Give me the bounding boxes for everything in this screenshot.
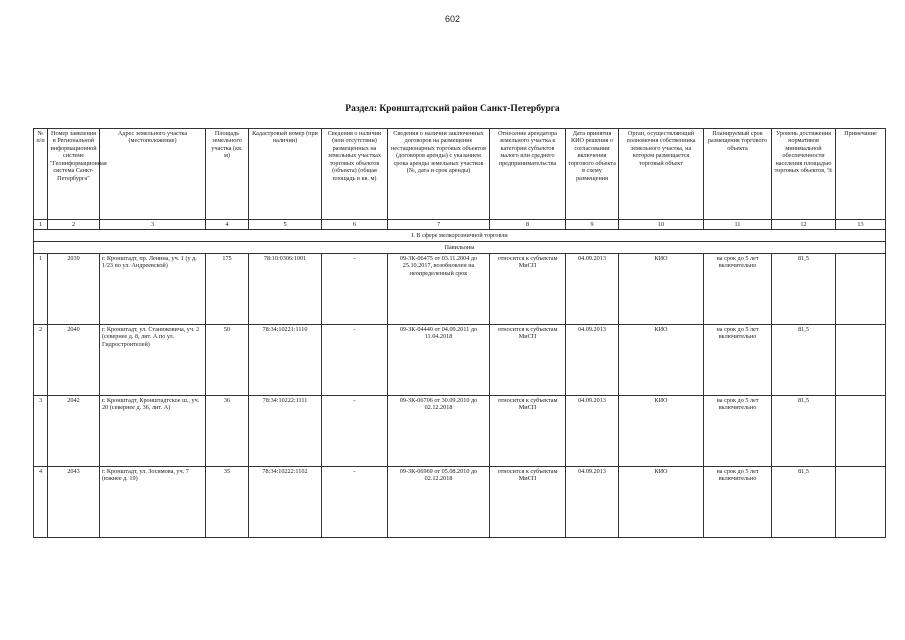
section-title: Раздел: Кронштадтский район Санкт-Петербурга xyxy=(345,104,560,114)
note-cell xyxy=(836,325,886,396)
norm-level: 81,5 xyxy=(772,254,836,325)
objects-info: - xyxy=(322,396,388,467)
authority-cell: КИО xyxy=(619,467,704,538)
planned-term: на срок до 5 лет включительно xyxy=(704,467,772,538)
table-row xyxy=(34,467,886,538)
header-cell: Сведения о наличии заключенных договоров на размещение нестационарных торговых объектов (договоров аренды) с указанием срока аренды земельных участков (№, дата и срок аренды) xyxy=(388,129,490,220)
cadastral-number: 78:34:10222:1102 xyxy=(249,467,322,538)
table-row xyxy=(34,254,886,325)
objects-info: - xyxy=(322,325,388,396)
column-number: 9 xyxy=(566,220,619,230)
planned-term: на срок до 5 лет включительно xyxy=(704,396,772,467)
header-row xyxy=(34,129,886,220)
application-number: 2039 xyxy=(48,254,100,325)
application-number: 2042 xyxy=(48,396,100,467)
planned-term: на срок до 5 лет включительно xyxy=(704,325,772,396)
table-row xyxy=(34,325,886,396)
header-cell: Уровень достижения нормативов минимальной обеспеченности населения площадью торговых объектов, % xyxy=(772,129,836,220)
row-number: 1 xyxy=(34,254,48,325)
column-number: 1 xyxy=(34,220,48,230)
header-cell: Дата принятия КИО решения о согласовании включения торгового объекта в схему размещения xyxy=(566,129,619,220)
header-cell: Кадастровый номер (при наличии) xyxy=(249,129,322,220)
registry-table xyxy=(33,128,886,538)
sme-category: относится к субъектам МиСП xyxy=(490,254,566,325)
objects-info: - xyxy=(322,254,388,325)
column-number: 13 xyxy=(836,220,886,230)
sme-category: относится к субъектам МиСП xyxy=(490,396,566,467)
approval-date: 04.09.2013 xyxy=(566,325,619,396)
header-cell: Сведения о наличии (или отсутствии) размещенных на земельных участках торговых объектов (объекта) (общая площадь в кв. м) xyxy=(322,129,388,220)
note-cell xyxy=(836,467,886,538)
cadastral-number: 78:34:10222:1111 xyxy=(249,396,322,467)
column-number: 12 xyxy=(772,220,836,230)
header-cell: Планируемый срок размещения торгового объекта xyxy=(704,129,772,220)
norm-level: 81,5 xyxy=(772,396,836,467)
group-row xyxy=(34,230,886,242)
address-cell: г. Кронштадт, ул. Станюковича, уч. 2 (севернее д. 8, лит. А по ул. Гидростроителей) xyxy=(100,325,206,396)
authority-cell: КИО xyxy=(619,396,704,467)
column-number: 11 xyxy=(704,220,772,230)
column-number: 3 xyxy=(100,220,206,230)
contract-info: 09-ЗК-04440 от 04.09.2011 до 11.04.2018 xyxy=(388,325,490,396)
header-cell: Орган, осуществляющий полномочия собственника земельного участка, на котором размещается торговый объект xyxy=(619,129,704,220)
contract-info: 09-ЗК-06969 от 05.08.2010 до 02.12.2018 xyxy=(388,467,490,538)
column-number: 8 xyxy=(490,220,566,230)
subgroup-title: Павильоны xyxy=(34,242,886,254)
column-number: 5 xyxy=(249,220,322,230)
approval-date: 04.09.2013 xyxy=(566,396,619,467)
column-number: 10 xyxy=(619,220,704,230)
contract-info: 09-ЗК-06706 от 30.09.2010 до 02.12.2018 xyxy=(388,396,490,467)
approval-date: 04.09.2013 xyxy=(566,254,619,325)
area-cell: 175 xyxy=(206,254,249,325)
objects-info: - xyxy=(322,467,388,538)
authority-cell: КИО xyxy=(619,325,704,396)
group-title: I. В сфере мелкорозничной торговли xyxy=(34,230,886,242)
header-cell: Отнесение арендатора земельного участка к категории субъектов малого или среднего предпринимательства xyxy=(490,129,566,220)
address-cell: г. Кронштадт, ул. Зосимова, уч. 7 (южнее д. 19) xyxy=(100,467,206,538)
address-cell: г. Кронштадт, пр. Ленина, уч. 1 (у д. 1/23 по ул. Андреевской) xyxy=(100,254,206,325)
area-cell: 36 xyxy=(206,396,249,467)
subgroup-row xyxy=(34,242,886,254)
header-cell: № п/п xyxy=(34,129,48,220)
row-number: 3 xyxy=(34,396,48,467)
header-cell: Площадь земельного участка (кв. м) xyxy=(206,129,249,220)
note-cell xyxy=(836,396,886,467)
area-cell: 35 xyxy=(206,467,249,538)
page-number: 602 xyxy=(444,14,461,24)
column-number: 6 xyxy=(322,220,388,230)
header-cell: Адрес земельного участка (местоположение) xyxy=(100,129,206,220)
authority-cell: КИО xyxy=(619,254,704,325)
norm-level: 81,5 xyxy=(772,467,836,538)
area-cell: 50 xyxy=(206,325,249,396)
cadastral-number: 78:10:0306:1001 xyxy=(249,254,322,325)
table-row xyxy=(34,396,886,467)
column-number: 4 xyxy=(206,220,249,230)
header-cell: Номер заявления в Региональной информационной системе "Геоинформационная система Санкт-Петербурга" xyxy=(48,129,100,220)
row-number: 2 xyxy=(34,325,48,396)
sme-category: относится к субъектам МиСП xyxy=(490,325,566,396)
row-number: 4 xyxy=(34,467,48,538)
contract-info: 09-ЗК-06475 от 03.11.2004 до 25.10.2017, возобновлен на неопределенный срок xyxy=(388,254,490,325)
column-number: 7 xyxy=(388,220,490,230)
cadastral-number: 78:34:10221:1110 xyxy=(249,325,322,396)
norm-level: 81,5 xyxy=(772,325,836,396)
column-number: 2 xyxy=(48,220,100,230)
sme-category: относится к субъектам МиСП xyxy=(490,467,566,538)
column-number-row xyxy=(34,220,886,230)
planned-term: на срок до 5 лет включительно xyxy=(704,254,772,325)
application-number: 2040 xyxy=(48,325,100,396)
note-cell xyxy=(836,254,886,325)
address-cell: г. Кронштадт, Кронштадтское ш., уч. 20 (севернее д. 36, лит. А) xyxy=(100,396,206,467)
approval-date: 04.09.2013 xyxy=(566,467,619,538)
header-cell: Примечание xyxy=(836,129,886,220)
application-number: 2043 xyxy=(48,467,100,538)
